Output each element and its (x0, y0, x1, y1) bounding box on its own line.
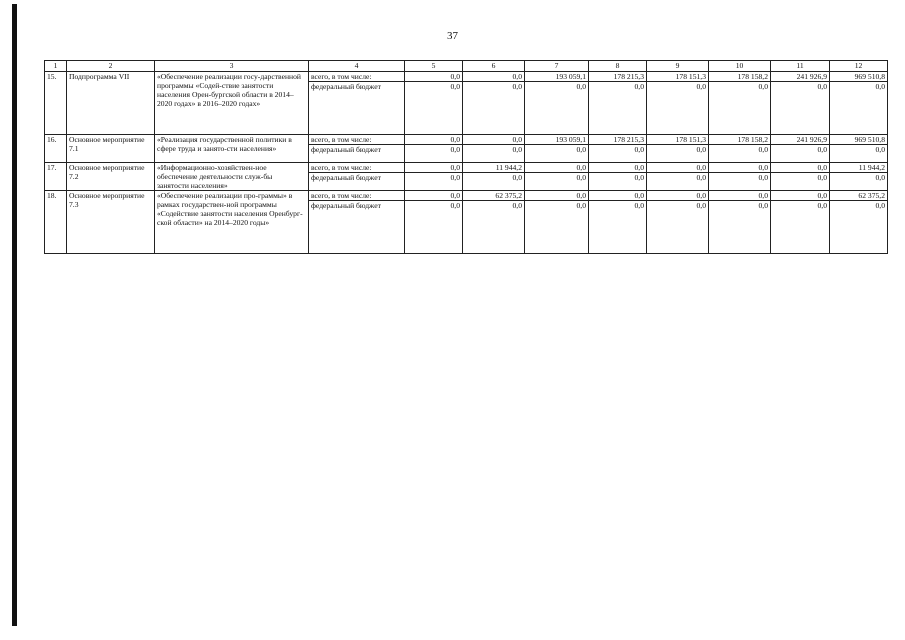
value-cell: 0,0 (771, 82, 830, 135)
header-row (45, 61, 888, 72)
value-cell: 0,0 (709, 145, 771, 163)
value-cell: 0,0 (405, 163, 463, 173)
value-cell: 0,0 (830, 173, 888, 191)
value-cell: 0,0 (589, 82, 647, 135)
value-cell: 0,0 (405, 72, 463, 82)
value-cell: 0,0 (830, 145, 888, 163)
value-cell: 0,0 (647, 82, 709, 135)
value-cell: 0,0 (647, 173, 709, 191)
table-row (45, 163, 888, 173)
header-cell: 1 (45, 61, 67, 72)
funding-type: федеральный бюджет (309, 82, 405, 135)
value-cell: 0,0 (709, 201, 771, 254)
value-cell: 178 215,3 (589, 72, 647, 82)
value-cell: 0,0 (589, 191, 647, 201)
value-cell: 62 375,2 (463, 191, 525, 201)
value-cell: 178 151,3 (647, 72, 709, 82)
value-cell: 0,0 (709, 173, 771, 191)
value-cell: 969 510,8 (830, 135, 888, 145)
header-cell: 6 (463, 61, 525, 72)
value-cell: 0,0 (647, 191, 709, 201)
row-description: «Обеспечение реализации про-граммы» в рамках государствен-ной программы «Содействие занятости населения Оренбург-ской области» на 2014–2020 годы» (155, 191, 309, 254)
header-cell: 3 (155, 61, 309, 72)
value-cell: 193 059,1 (525, 135, 589, 145)
value-cell: 0,0 (405, 201, 463, 254)
value-cell: 241 926,9 (771, 135, 830, 145)
row-name: Основное мероприятие 7.1 (67, 135, 155, 163)
value-cell: 0,0 (525, 145, 589, 163)
header-cell: 11 (771, 61, 830, 72)
header-cell: 12 (830, 61, 888, 72)
header-cell: 8 (589, 61, 647, 72)
row-name: Основное мероприятие 7.2 (67, 163, 155, 191)
header-cell: 10 (709, 61, 771, 72)
value-cell: 0,0 (405, 135, 463, 145)
value-cell: 0,0 (647, 201, 709, 254)
scan-edge-bar (12, 4, 17, 626)
funding-type: федеральный бюджет (309, 145, 405, 163)
value-cell: 0,0 (405, 145, 463, 163)
value-cell: 178 215,3 (589, 135, 647, 145)
table-row (45, 72, 888, 82)
value-cell: 0,0 (647, 145, 709, 163)
value-cell: 0,0 (463, 72, 525, 82)
value-cell: 0,0 (830, 82, 888, 135)
table-row (45, 191, 888, 201)
header-cell: 5 (405, 61, 463, 72)
value-cell: 0,0 (463, 173, 525, 191)
value-cell: 0,0 (463, 201, 525, 254)
row-number: 17. (45, 163, 67, 191)
header-cell: 2 (67, 61, 155, 72)
page-number: 37 (447, 30, 458, 42)
header-cell: 9 (647, 61, 709, 72)
value-cell: 969 510,8 (830, 72, 888, 82)
value-cell: 0,0 (589, 173, 647, 191)
value-cell: 0,0 (405, 82, 463, 135)
value-cell: 0,0 (771, 145, 830, 163)
row-number: 16. (45, 135, 67, 163)
value-cell: 0,0 (463, 135, 525, 145)
funding-type: всего, в том числе: (309, 163, 405, 173)
value-cell: 0,0 (589, 201, 647, 254)
value-cell: 178 158,2 (709, 135, 771, 145)
row-name: Подпрограмма VII (67, 72, 155, 135)
header-cell: 4 (309, 61, 405, 72)
header-cell: 7 (525, 61, 589, 72)
value-cell: 0,0 (589, 163, 647, 173)
value-cell: 0,0 (771, 163, 830, 173)
value-cell: 178 151,3 (647, 135, 709, 145)
value-cell: 0,0 (405, 191, 463, 201)
row-description: «Реализация государственной политики в сфере труда и занято-сти населения» (155, 135, 309, 163)
funding-type: всего, в том числе: (309, 191, 405, 201)
table-row (45, 135, 888, 145)
value-cell: 0,0 (709, 191, 771, 201)
value-cell: 0,0 (771, 173, 830, 191)
value-cell: 0,0 (589, 145, 647, 163)
funding-type: федеральный бюджет (309, 173, 405, 191)
value-cell: 0,0 (525, 82, 589, 135)
row-name: Основное мероприятие 7.3 (67, 191, 155, 254)
value-cell: 0,0 (463, 145, 525, 163)
row-description: «Обеспечение реализации госу-дарственной программы «Содей-ствие занятости населения Орен-бургской области в 2014–2020 годах» в 2016–2020 годах» (155, 72, 309, 135)
value-cell: 0,0 (771, 191, 830, 201)
funding-type: федеральный бюджет (309, 201, 405, 254)
value-cell: 0,0 (525, 191, 589, 201)
value-cell: 11 944,2 (463, 163, 525, 173)
value-cell: 0,0 (405, 173, 463, 191)
funding-type: всего, в том числе: (309, 135, 405, 145)
value-cell: 0,0 (525, 201, 589, 254)
value-cell: 0,0 (463, 82, 525, 135)
value-cell: 0,0 (647, 163, 709, 173)
value-cell: 11 944,2 (830, 163, 888, 173)
value-cell: 0,0 (830, 201, 888, 254)
value-cell: 193 059,1 (525, 72, 589, 82)
value-cell: 0,0 (525, 163, 589, 173)
value-cell: 0,0 (709, 82, 771, 135)
funding-type: всего, в том числе: (309, 72, 405, 82)
value-cell: 0,0 (771, 201, 830, 254)
value-cell: 62 375,2 (830, 191, 888, 201)
value-cell: 178 158,2 (709, 72, 771, 82)
value-cell: 0,0 (525, 173, 589, 191)
row-number: 15. (45, 72, 67, 135)
budget-table (44, 60, 888, 254)
value-cell: 241 926,9 (771, 72, 830, 82)
row-description: «Информационно-хозяйствен-ное обеспечение деятельности служ-бы занятости населения» (155, 163, 309, 191)
row-number: 18. (45, 191, 67, 254)
value-cell: 0,0 (709, 163, 771, 173)
